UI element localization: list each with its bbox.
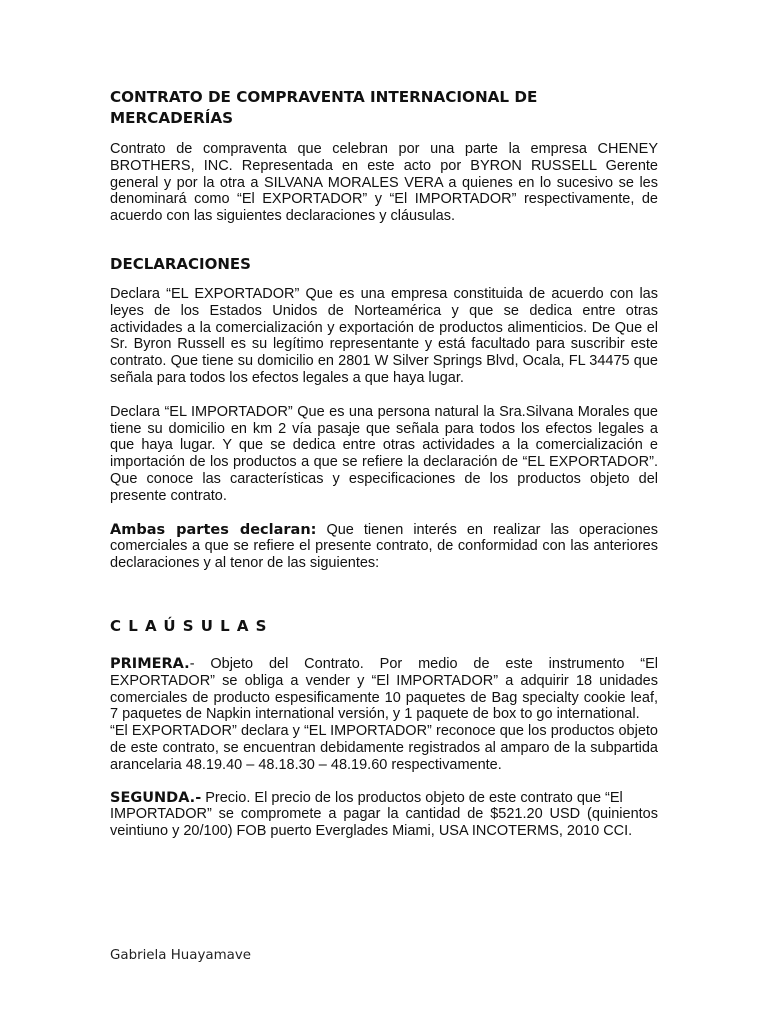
intro-paragraph: Contrato de compraventa que celebran por una parte la empresa CHENEY BROTHERS, INC. Representada en este acto por BYRON RUSSELL Gerente general y por la otra a SILVANA MORALES VERA a quienes en lo sucesivo se les denominará como “El EXPORTADOR” y “El IMPORTADOR” respectivamente, de acuerdo con las siguientes declaraciones y cláusulas. xyxy=(110,141,658,225)
primera-label: PRIMERA. xyxy=(110,655,190,672)
ambas-partes-text: Que tienen interés en realizar las operaciones comerciales a que se refiere el presente contrato, de conformidad con las anteriores declaraciones y al tenor de las siguientes: xyxy=(110,521,658,572)
ambas-partes-paragraph xyxy=(110,522,658,572)
primera-clause-continuation: “El EXPORTADOR” declara y “EL IMPORTADOR” reconoce que los productos objeto de este contrato, se encuentran debidamente registrados al amparo de la subpartida arancelaria 48.19.40 – 48.18.30 – 48.19.60 respectivamente. xyxy=(110,723,658,773)
page-footer: Gabriela Huayamave xyxy=(110,948,252,963)
segunda-label: SEGUNDA.- xyxy=(110,789,202,806)
segunda-text: Precio. El precio de los productos objeto de este contrato que “El xyxy=(201,789,623,806)
primera-clause xyxy=(110,656,658,723)
segunda-clause-continuation: IMPORTADOR” se compromete a pagar la cantidad de $521.20 USD (quinientos veintiuno y 20/100) FOB puerto Everglades Miami, USA INCOTERMS, 2010 CCI. xyxy=(110,806,658,840)
segunda-clause xyxy=(110,790,658,807)
primera-text: - Objeto del Contrato. Por medio de este instrumento “El EXPORTADOR” se obliga a vender y “El IMPORTADOR” a adquirir 18 unidades comerciales de producto espesificamente 10 paquetes de Bag specialty cookie leaf, 7 paquetes de Napkin international versión, y 1 paquete de box to go international. xyxy=(110,655,658,723)
clausulas-heading: CLAÚSULAS xyxy=(110,616,274,635)
declara-importador-paragraph: Declara “EL IMPORTADOR” Que es una persona natural la Sra.Silvana Morales que tiene su domicilio en km 2 vía pasaje que señala para todos los efectos legales a que haya lugar. Y que se dedica entre otras actividades a la comercialización e importación de los productos a que se refiere la declaración de “EL EXPORTADOR”. Que conoce las características y especificaciones de los productos objeto del presente contrato. xyxy=(110,403,658,504)
ambas-partes-label: Ambas partes declaran: xyxy=(110,521,317,538)
declaraciones-heading: DECLARACIONES xyxy=(110,254,251,273)
declara-exportador-paragraph: Declara “EL EXPORTADOR” Que es una empresa constituida de acuerdo con las leyes de los Estados Unidos de Norteamérica y que se dedica entre otras actividades a la comercialización y exportación de productos alimenticios. De Que el Sr. Byron Russell es su legítimo representante y está facultado para suscribir este contrato. Que tiene su domicilio en 2801 W Silver Springs Blvd, Ocala, FL 34475 que señala para todos los efectos legales a que haya lugar. xyxy=(110,285,658,386)
document-title: CONTRATO DE COMPRAVENTA INTERNACIONAL DE MERCADERÍAS xyxy=(110,88,538,127)
